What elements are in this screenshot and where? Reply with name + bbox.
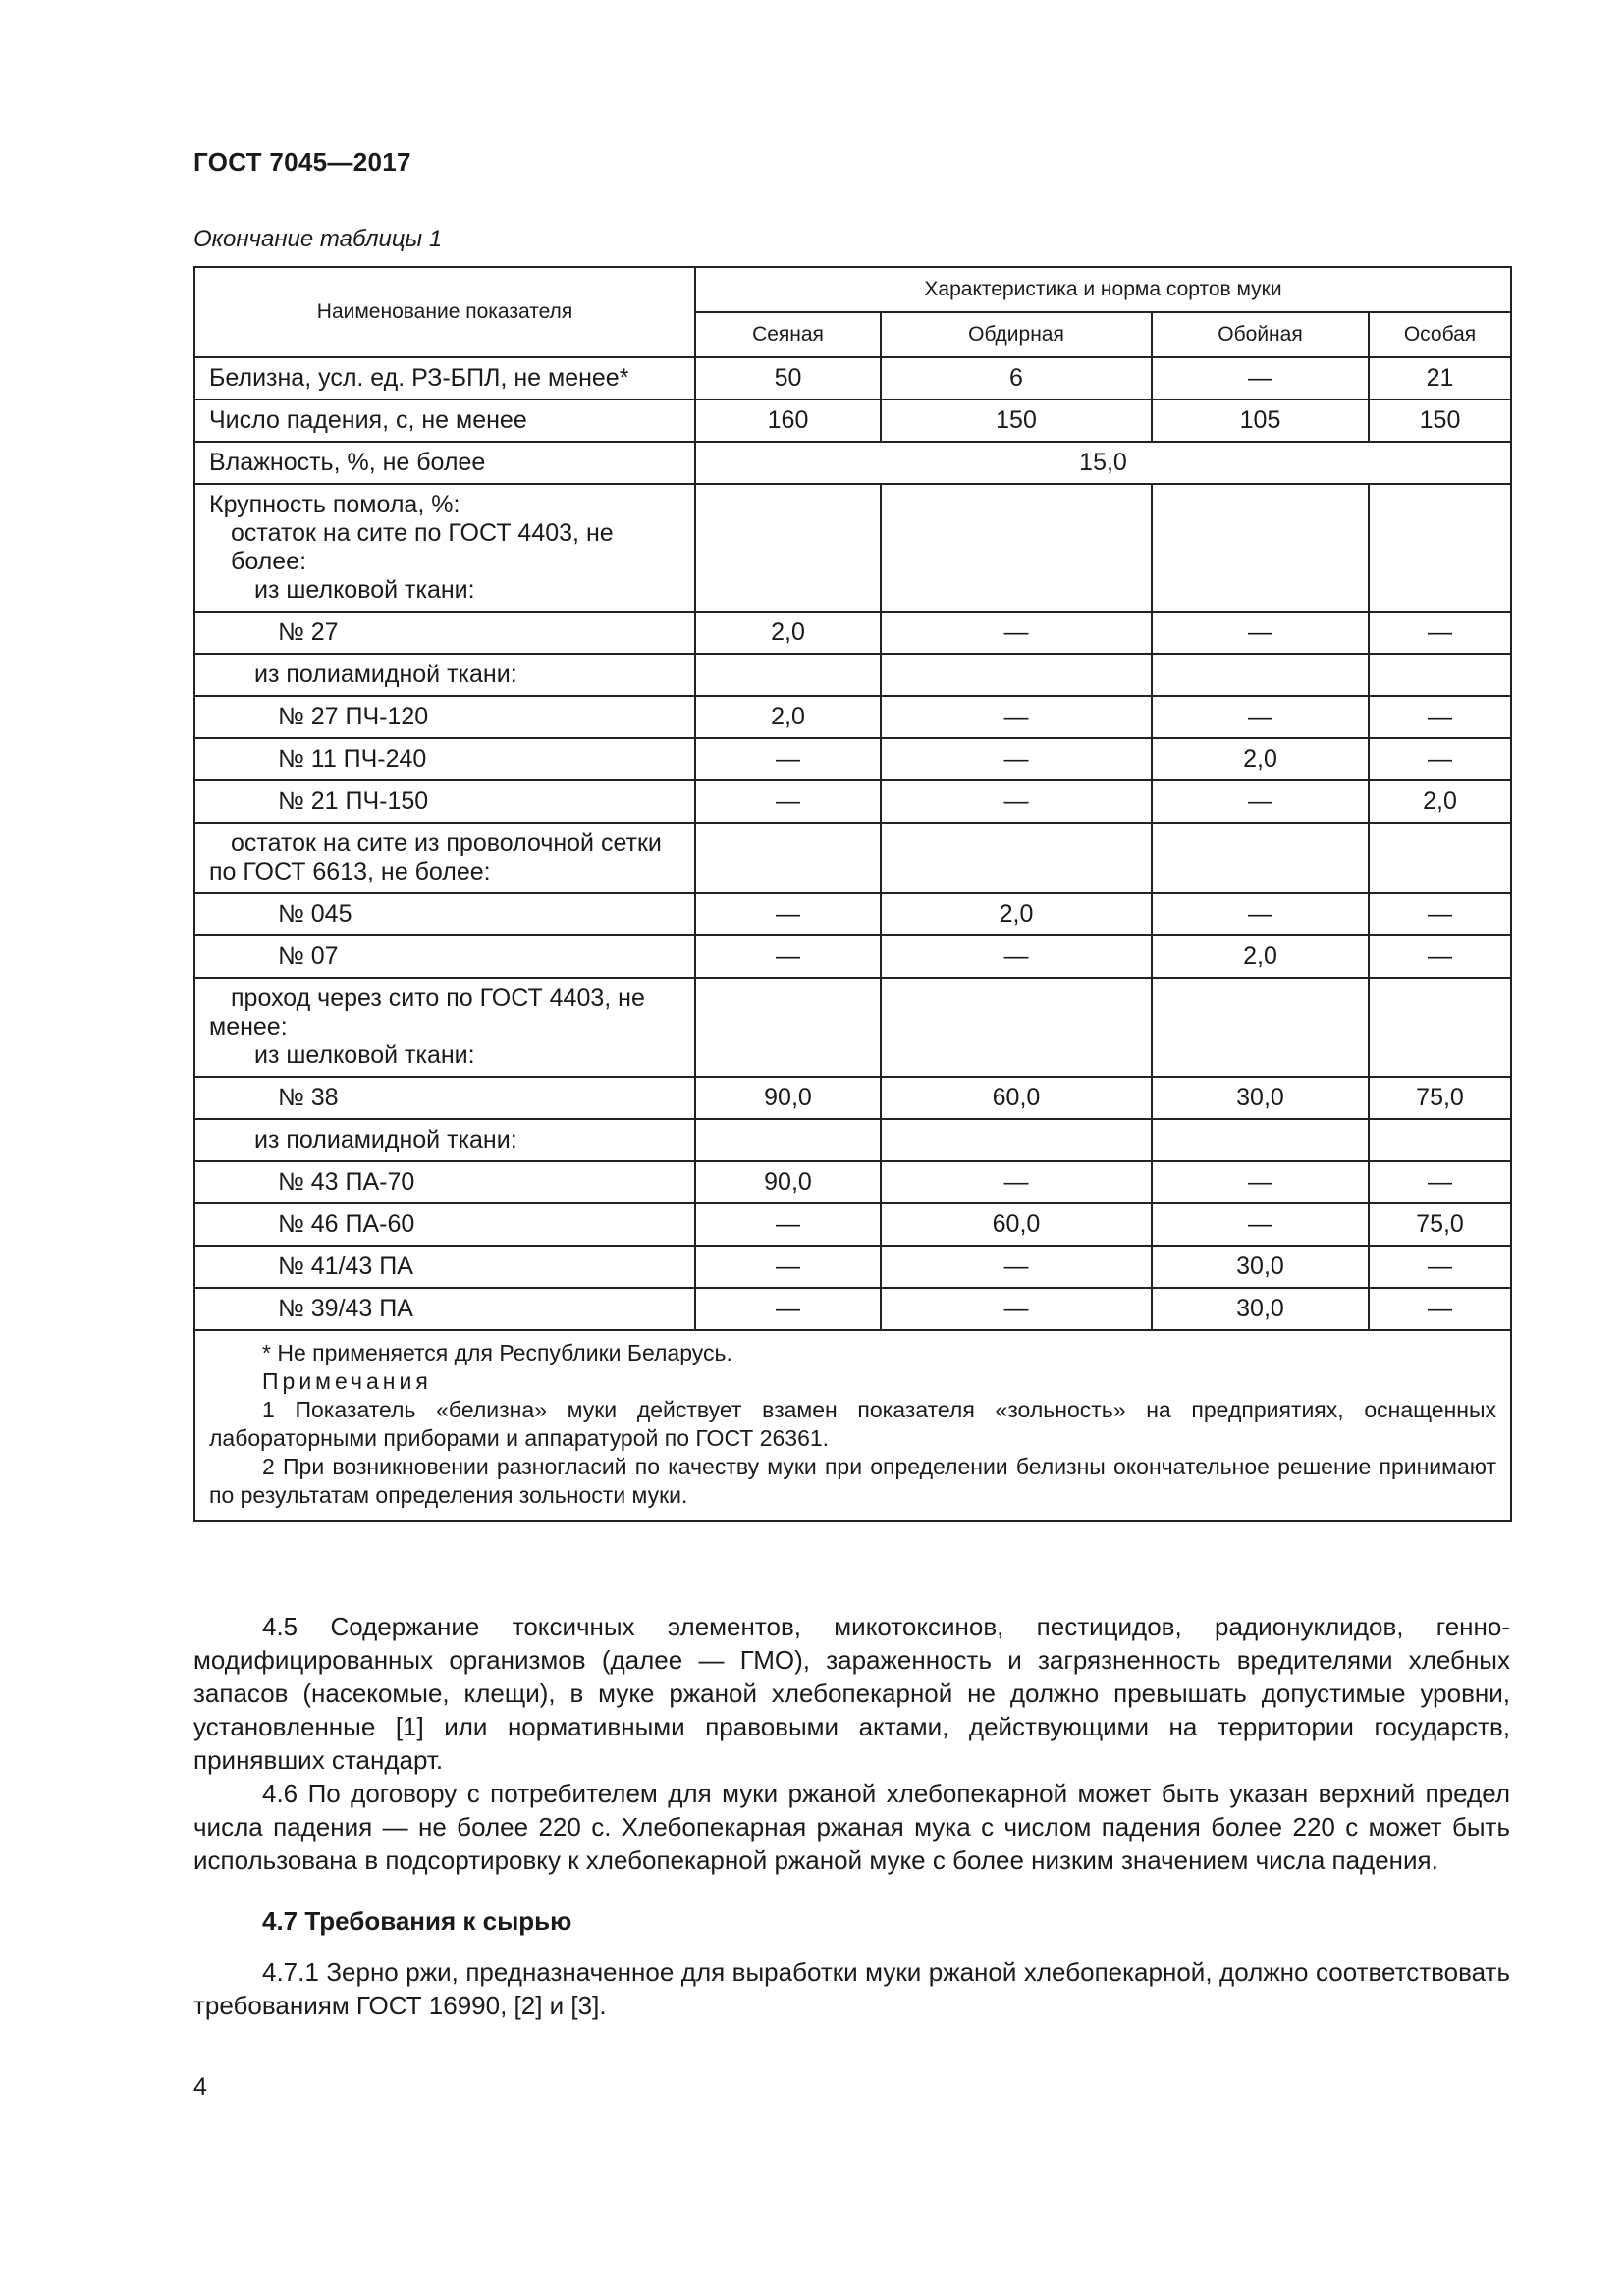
column-header-obdirnaya: Обдирная <box>881 312 1152 357</box>
value-cell: — <box>695 1246 881 1288</box>
indicator-name-cell <box>194 1288 695 1330</box>
indicator-name-cell <box>194 357 695 400</box>
value-cell: — <box>695 893 881 935</box>
indicator-name-line: из шелковой ткани: <box>254 576 475 604</box>
value-cell: — <box>695 1288 881 1330</box>
value-cell: — <box>695 780 881 823</box>
section-heading-4-7: 4.7 Требования к сырью <box>262 1906 572 1936</box>
value-cell: — <box>1152 780 1369 823</box>
value-cell: — <box>881 780 1152 823</box>
indicator-name-line: № 39/43 ПА <box>278 1295 413 1322</box>
value-cell: 21 <box>1369 357 1511 400</box>
table-row <box>194 738 1511 780</box>
indicator-name-line: менее: <box>209 1013 288 1041</box>
column-header-seyanaya: Сеяная <box>695 312 881 357</box>
column-header-oboynaya: Обойная <box>1152 312 1369 357</box>
value-cell <box>695 1119 881 1161</box>
value-cell: — <box>1152 357 1369 400</box>
indicator-name-line: из полиамидной ткани: <box>254 1126 517 1153</box>
value-cell: 30,0 <box>1152 1288 1369 1330</box>
value-cell: — <box>1369 1161 1511 1203</box>
value-cell: — <box>881 696 1152 738</box>
requirements-table <box>193 266 1512 1522</box>
value-cell <box>1152 978 1369 1077</box>
table-header-row-1 <box>194 267 1511 312</box>
table-row <box>194 823 1511 893</box>
table-notes <box>194 1330 1511 1521</box>
table-caption: Окончание таблицы 1 <box>193 226 443 252</box>
indicator-name-cell <box>194 1246 695 1288</box>
value-cell: 60,0 <box>881 1203 1152 1246</box>
value-cell: — <box>881 1246 1152 1288</box>
value-cell <box>1369 1119 1511 1161</box>
table-container <box>193 266 1510 1522</box>
indicator-name-cell <box>194 612 695 654</box>
table-row <box>194 1077 1511 1119</box>
value-cell <box>1369 978 1511 1077</box>
table-row <box>194 1119 1511 1161</box>
value-cell: — <box>1369 1288 1511 1330</box>
indicator-name-cell <box>194 1077 695 1119</box>
indicator-name-line: из полиамидной ткани: <box>254 661 517 688</box>
value-cell: — <box>1152 1161 1369 1203</box>
value-cell: — <box>1369 612 1511 654</box>
indicator-name-cell <box>194 696 695 738</box>
value-cell <box>881 654 1152 696</box>
value-cell: 150 <box>1369 400 1511 442</box>
indicator-name-line: Крупность помола, %: <box>209 491 460 518</box>
table-row <box>194 1288 1511 1330</box>
value-cell <box>1369 823 1511 893</box>
indicator-name-cell <box>194 978 695 1077</box>
indicator-name-line: № 41/43 ПА <box>278 1253 413 1280</box>
indicator-name-line: № 27 ПЧ-120 <box>278 703 429 730</box>
indicator-name-line: Число падения, с, не менее <box>209 406 527 434</box>
value-cell: 90,0 <box>695 1161 881 1203</box>
paragraph-4-6: 4.6 По договору с потребителем для муки ржаной хлебопекарной может быть указан верхний предел числа падения — не более 220 с. Хлебопекарная ржаная мука с числом падения более 220 с может быть использована в подсортировку к хлебопекарной ржаной муке с более низким значением числа падения. <box>193 1779 1510 1875</box>
table-row <box>194 935 1511 978</box>
notes-title: Примечания <box>262 1368 432 1394</box>
value-cell: — <box>881 935 1152 978</box>
indicator-name-line: остаток на сите из проволочной сетки <box>231 829 662 857</box>
page-number: 4 <box>193 2073 207 2101</box>
value-cell: — <box>1152 696 1369 738</box>
value-cell <box>1369 484 1511 612</box>
value-cell <box>1369 654 1511 696</box>
value-cell: — <box>1369 893 1511 935</box>
indicator-name-line: № 43 ПА-70 <box>278 1168 415 1196</box>
value-cell: — <box>1369 935 1511 978</box>
indicator-name-line: № 21 ПЧ-150 <box>278 787 429 815</box>
value-cell: 2,0 <box>881 893 1152 935</box>
value-cell: 90,0 <box>695 1077 881 1119</box>
value-cell: — <box>695 935 881 978</box>
indicator-name-cell <box>194 935 695 978</box>
value-cell <box>1152 823 1369 893</box>
indicator-name-cell <box>194 1203 695 1246</box>
footnote: * Не применяется для Республики Беларусь. <box>262 1340 732 1365</box>
document-code-header: ГОСТ 7045—2017 <box>193 147 411 177</box>
value-cell <box>695 978 881 1077</box>
column-header-osobaya: Особая <box>1369 312 1511 357</box>
value-cell: 2,0 <box>1369 780 1511 823</box>
value-cell: 6 <box>881 357 1152 400</box>
value-cell: — <box>1152 893 1369 935</box>
indicator-name-line: Белизна, усл. ед. РЗ-БПЛ, не менее* <box>209 364 629 392</box>
value-cell: — <box>1369 1246 1511 1288</box>
column-group-header: Характеристика и норма сортов муки <box>695 267 1511 312</box>
value-cell: 105 <box>1152 400 1369 442</box>
value-cell: 60,0 <box>881 1077 1152 1119</box>
value-cell <box>881 978 1152 1077</box>
value-cell: 50 <box>695 357 881 400</box>
indicator-name-cell <box>194 738 695 780</box>
indicator-name-cell <box>194 1119 695 1161</box>
value-cell: — <box>1152 1203 1369 1246</box>
indicator-name-line: № 11 ПЧ-240 <box>278 745 427 773</box>
table-row <box>194 484 1511 612</box>
indicator-name-line: из шелковой ткани: <box>254 1041 475 1069</box>
table-notes-row <box>194 1330 1511 1521</box>
indicator-name-cell <box>194 654 695 696</box>
table-row <box>194 978 1511 1077</box>
value-cell: — <box>695 738 881 780</box>
value-cell: 2,0 <box>695 696 881 738</box>
table-row <box>194 400 1511 442</box>
note-item: 2 При возникновении разногласий по качеству муки при определении белизны окончательное решение принимают по результатам определения зольности муки. <box>209 1454 1497 1508</box>
table-row <box>194 442 1511 484</box>
value-cell: — <box>881 1288 1152 1330</box>
indicator-name-line: остаток на сите по ГОСТ 4403, не более: <box>231 519 614 575</box>
value-cell: — <box>1369 696 1511 738</box>
indicator-name-line: № 045 <box>278 900 352 928</box>
value-cell <box>881 823 1152 893</box>
value-cell <box>1152 1119 1369 1161</box>
value-cell: 75,0 <box>1369 1077 1511 1119</box>
value-cell: — <box>881 1161 1152 1203</box>
indicator-name-cell <box>194 442 695 484</box>
value-cell <box>1152 654 1369 696</box>
value-cell: 2,0 <box>695 612 881 654</box>
indicator-name-line: по ГОСТ 6613, не более: <box>209 858 491 885</box>
indicator-name-cell <box>194 1161 695 1203</box>
value-cell: — <box>695 1203 881 1246</box>
paragraph-4-7-1: 4.7.1 Зерно ржи, предназначенное для выработки муки ржаной хлебопекарной, должно соответствовать требованиям ГОСТ 16990, [2] и [3]. <box>193 1957 1510 2020</box>
table-row <box>194 696 1511 738</box>
value-cell: 30,0 <box>1152 1077 1369 1119</box>
value-cell <box>695 823 881 893</box>
value-cell: — <box>1369 738 1511 780</box>
value-cell <box>1152 484 1369 612</box>
value-cell: — <box>1152 612 1369 654</box>
table-row <box>194 612 1511 654</box>
table-row <box>194 654 1511 696</box>
column-header-indicator-name: Наименование показателя <box>194 267 695 357</box>
indicator-name-cell <box>194 780 695 823</box>
indicator-name-cell <box>194 823 695 893</box>
value-cell: — <box>881 738 1152 780</box>
indicator-name-line: № 07 <box>278 942 339 970</box>
indicator-name-cell <box>194 484 695 612</box>
table-row <box>194 1203 1511 1246</box>
indicator-name-cell <box>194 893 695 935</box>
value-cell: 75,0 <box>1369 1203 1511 1246</box>
indicator-name-line: № 38 <box>278 1084 339 1111</box>
indicator-name-line: № 46 ПА-60 <box>278 1210 415 1238</box>
value-cell <box>881 1119 1152 1161</box>
table-row <box>194 893 1511 935</box>
indicator-name-line: проход через сито по ГОСТ 4403, не <box>231 985 645 1012</box>
merged-value-cell: 15,0 <box>695 442 1511 484</box>
table-row <box>194 1246 1511 1288</box>
value-cell: 150 <box>881 400 1152 442</box>
value-cell: 160 <box>695 400 881 442</box>
value-cell <box>695 484 881 612</box>
indicator-name-cell <box>194 400 695 442</box>
value-cell: — <box>881 612 1152 654</box>
indicator-name-line: № 27 <box>278 618 339 646</box>
table-row <box>194 780 1511 823</box>
value-cell: 2,0 <box>1152 935 1369 978</box>
value-cell: 2,0 <box>1152 738 1369 780</box>
table-row <box>194 1161 1511 1203</box>
indicator-name-line: Влажность, %, не более <box>209 449 486 476</box>
value-cell <box>881 484 1152 612</box>
value-cell: 30,0 <box>1152 1246 1369 1288</box>
value-cell <box>695 654 881 696</box>
body-text <box>193 1610 1510 2022</box>
note-item: 1 Показатель «белизна» муки действует взамен показателя «зольность» на предприятиях, оснащенных лабораторными приборами и аппаратурой по ГОСТ 26361. <box>209 1397 1497 1451</box>
table-row <box>194 357 1511 400</box>
paragraph-4-5: 4.5 Содержание токсичных элементов, микотоксинов, пестицидов, радионуклидов, генно-модифицированных организмов (далее — ГМО), зараженность и загрязненность вредителями хлебных запасов (насекомые, клещи), в муке ржаной хлебопекарной не должно превышать допустимые уровни, установленные [1] или нормативными правовыми актами, действующими на территории государств, принявших стандарт. <box>193 1612 1510 1775</box>
